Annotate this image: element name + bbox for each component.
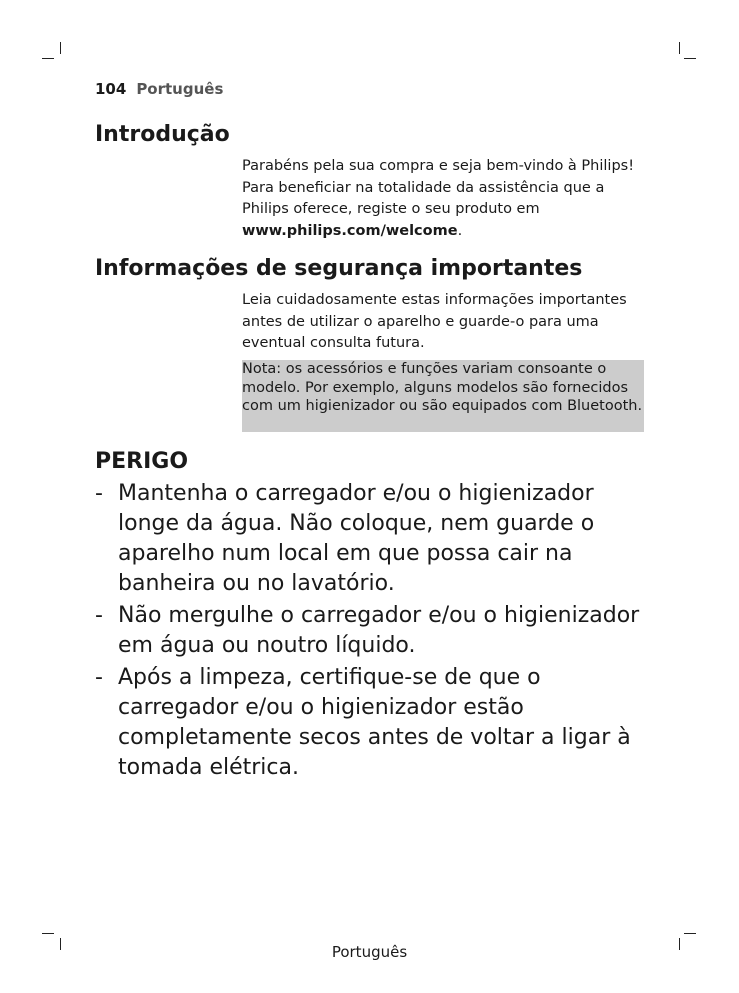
note-box: Nota: os acessórios e funções variam consoante o modelo. Por exemplo, alguns modelos são fornecidos com um higienizador ou são equipados com Bluetooth. xyxy=(242,360,644,432)
header-language: Português xyxy=(136,80,224,98)
crop-mark-top-left-v xyxy=(60,42,61,54)
page-footer: Português xyxy=(331,943,408,961)
list-item xyxy=(95,601,655,661)
dash-bullet: - xyxy=(95,665,103,690)
safety-heading: Informações de segurança importantes xyxy=(95,256,583,281)
welcome-link[interactable]: www.philips.com/welcome xyxy=(242,223,458,240)
intro-text: Parabéns pela sua compra e seja bem-vindo à Philips! Para beneficiar na totalidade da assistência que a Philips oferece, registe o seu produto em xyxy=(242,158,635,218)
danger-list xyxy=(95,479,655,785)
page-header xyxy=(95,80,223,98)
list-item xyxy=(95,479,655,599)
crop-mark-bottom-left-h xyxy=(42,933,54,934)
page-number: 104 xyxy=(95,80,127,98)
dash-bullet: - xyxy=(95,481,103,506)
intro-heading: Introdução xyxy=(95,122,230,147)
crop-mark-top-right-h xyxy=(684,58,696,59)
crop-mark-top-right-v xyxy=(679,42,680,54)
crop-mark-top-left-h xyxy=(42,58,54,59)
intro-paragraph xyxy=(242,156,644,243)
danger-heading: PERIGO xyxy=(95,449,189,474)
crop-mark-bottom-right-h xyxy=(684,933,696,934)
danger-item-text: Não mergulhe o carregador e/ou o higienizador em água ou noutro líquido. xyxy=(118,603,640,658)
dash-bullet: - xyxy=(95,603,103,628)
danger-item-text: Após a limpeza, certifique-se de que o carregador e/ou o higienizador estão completamente secos antes de voltar a ligar à tomada elétrica. xyxy=(118,665,631,780)
danger-item-text: Mantenha o carregador e/ou o higienizador longe da água. Não coloque, nem guarde o aparelho num local em que possa cair na banheira ou no lavatório. xyxy=(118,481,595,596)
list-item xyxy=(95,663,655,783)
safety-paragraph: Leia cuidadosamente estas informações importantes antes de utilizar o aparelho e guarde-o para uma eventual consulta futura. xyxy=(242,292,627,352)
intro-text-end: . xyxy=(457,223,463,240)
